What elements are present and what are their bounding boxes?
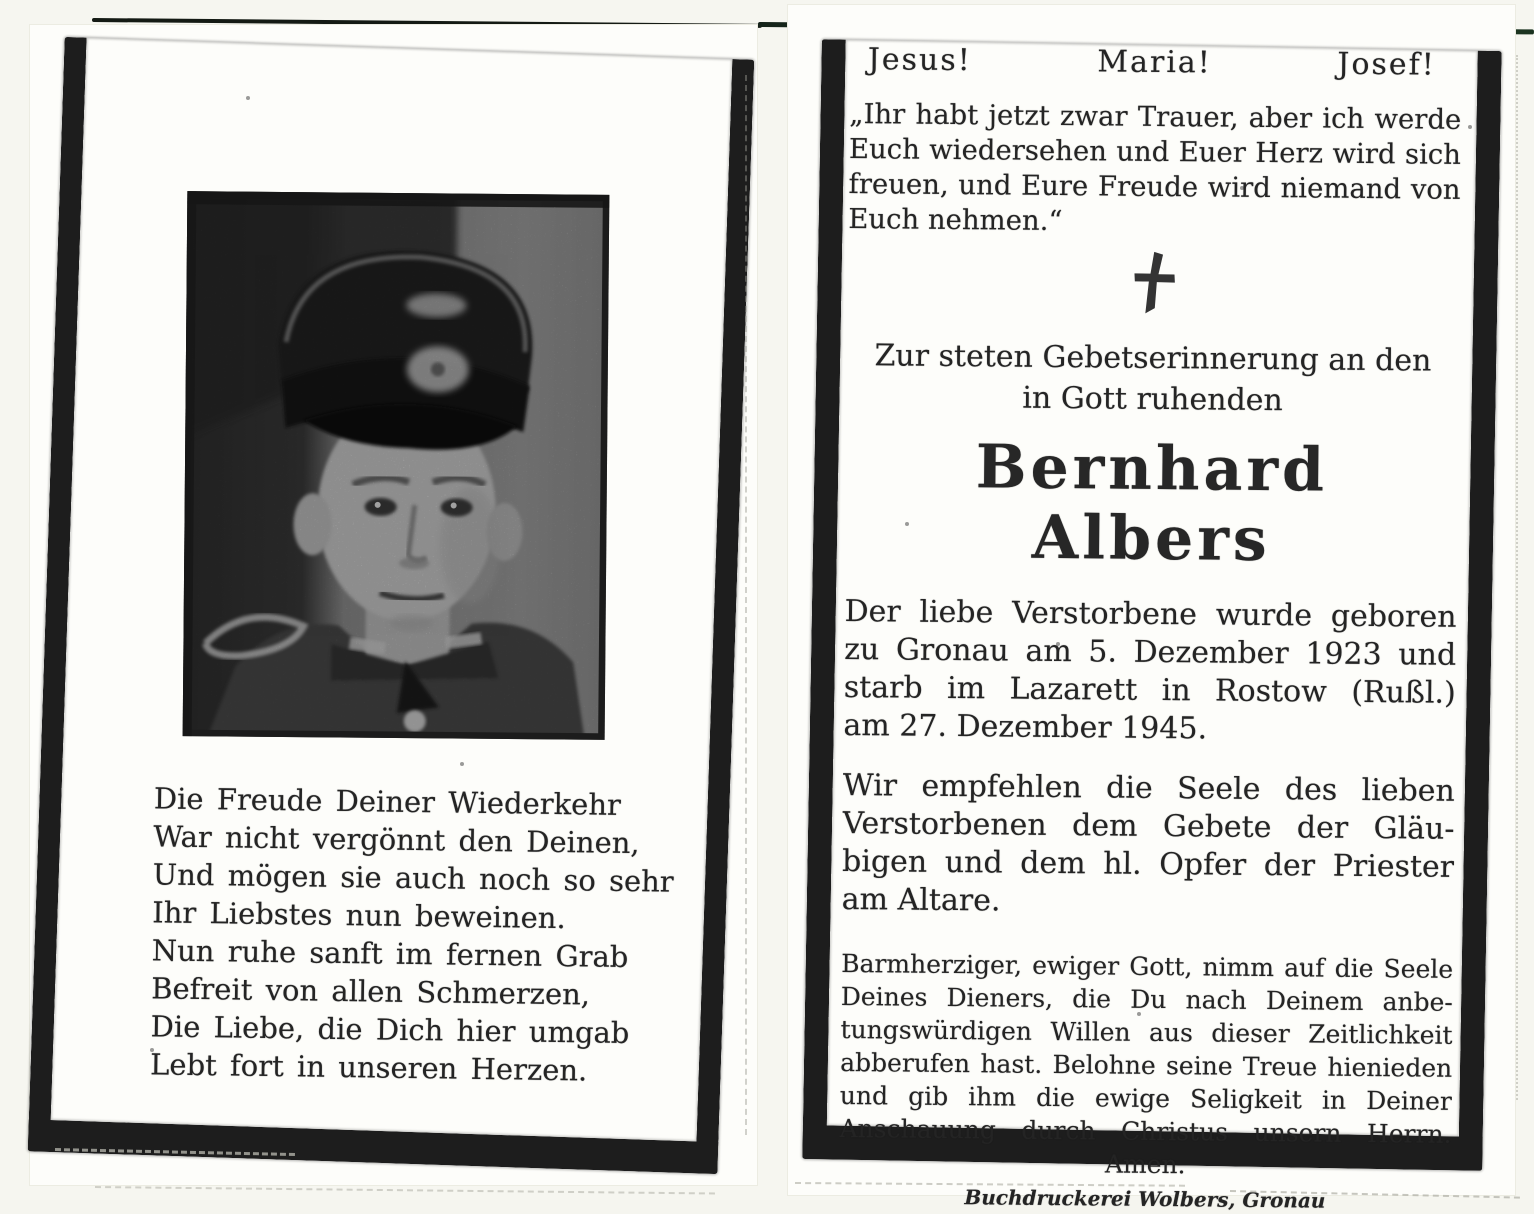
- left-card: [30, 25, 757, 1185]
- prayer-paragraph: [839, 947, 1453, 1184]
- soldier-portrait-photo: [183, 191, 610, 740]
- poem-line: Nun ruhe sanft im fernen Grab: [151, 933, 629, 975]
- poem-line: Ihr Liebstes nun beweinen.: [152, 895, 566, 936]
- scan-speck: [1137, 1012, 1141, 1016]
- prayer-line: Anschauung durch Christus unsern Herrn.: [839, 1113, 1452, 1149]
- scripture-line: „Ihr habt jetzt zwar Trauer, aber ich werde: [849, 97, 1462, 136]
- invocation-maria: Maria!: [1097, 44, 1212, 81]
- scripture-line: Euch nehmen.“: [848, 202, 1063, 238]
- poem-line: Die Freude Deiner Wiederkehr: [153, 781, 622, 822]
- biography-line: am 27. Dezember 1945.: [843, 707, 1208, 747]
- amen-line: Amen.: [1104, 1149, 1186, 1180]
- scan-speck: [905, 522, 909, 526]
- biography-line: zu Gronau am 5. Dezember 1923 und: [844, 631, 1457, 673]
- commendation-paragraph: [842, 767, 1455, 925]
- poem-line: Die Liebe, die Dich hier umgab: [150, 1009, 630, 1051]
- dedication-line: in Gott ruhenden: [1022, 380, 1283, 419]
- scripture-line: freuen, und Eure Freude wird niemand von: [848, 167, 1461, 206]
- scan-shadow-line: [95, 1186, 715, 1194]
- cross-row: [847, 247, 1460, 323]
- scan-speck: [246, 96, 250, 100]
- invocation-josef: Josef!: [1337, 46, 1436, 83]
- biography-paragraph: [843, 593, 1456, 751]
- scan-speck: [150, 1048, 154, 1052]
- prayer-line: tungswürdigen Willen aus dieser Zeitlichkeit: [840, 1014, 1453, 1050]
- prayer-line: Deines Dieners, die Du nach Deinem anbe-: [840, 981, 1453, 1017]
- commendation-line: am Altare.: [841, 881, 1001, 919]
- invocation-jesus: Jesus!: [867, 42, 972, 79]
- scan-speck: [1300, 962, 1304, 966]
- dedication-line: Zur steten Gebetserinnerung an den: [874, 338, 1432, 379]
- deceased-name: Bernhard Albers: [975, 432, 1329, 576]
- prayer-line: und gib ihm die ewige Seligkeit in Deiner: [839, 1080, 1452, 1116]
- prayer-line: Barmherziger, ewiger Gott, nimm auf die Seele: [841, 948, 1454, 984]
- printer-imprint: Buchdruckerei Wolbers, Gronau: [964, 1185, 1326, 1213]
- portrait-photo-illustration: [183, 191, 610, 740]
- scan-speck: [1240, 186, 1244, 190]
- invocation-row: [850, 42, 1462, 83]
- commendation-line: bigen und dem hl. Opfer der Priester: [841, 843, 1455, 885]
- poem-line: Befreit von allen Schmerzen,: [150, 971, 591, 1012]
- commendation-line: Verstorbenen dem Gebete der Gläu-: [842, 805, 1455, 847]
- scripture-line: Euch wiedersehen und Euer Herz wird sich: [848, 132, 1462, 171]
- scripture-quote: [848, 97, 1461, 243]
- paper-edge-line: [1516, 55, 1518, 1100]
- poem-line: Lebt fort in unseren Herzen.: [149, 1047, 588, 1088]
- prayer-line: abberufen hast. Belohne seine Treue hienieden: [840, 1047, 1453, 1083]
- poem-line: War nicht vergönnt den Deinen,: [153, 819, 640, 861]
- right-card: [788, 5, 1515, 1213]
- latin-cross-icon: [1128, 248, 1179, 319]
- scan-crease-line: [745, 75, 747, 1135]
- dedication: [846, 335, 1459, 423]
- scan-speck: [1415, 356, 1419, 360]
- commendation-line: Wir empfehlen die Seele des lieben: [842, 767, 1456, 809]
- biography-line: Der liebe Verstorbene wurde geboren: [844, 593, 1457, 635]
- biography-line: starb im Lazarett in Rostow (Rußl.): [843, 669, 1456, 711]
- poem-line: Und mögen sie auch noch so sehr: [152, 857, 674, 899]
- scan-speck: [1468, 125, 1472, 129]
- scan-speck: [460, 762, 464, 766]
- memorial-poem: [150, 779, 674, 1090]
- scan-speck: [1056, 642, 1060, 646]
- right-card-content: [839, 42, 1462, 1214]
